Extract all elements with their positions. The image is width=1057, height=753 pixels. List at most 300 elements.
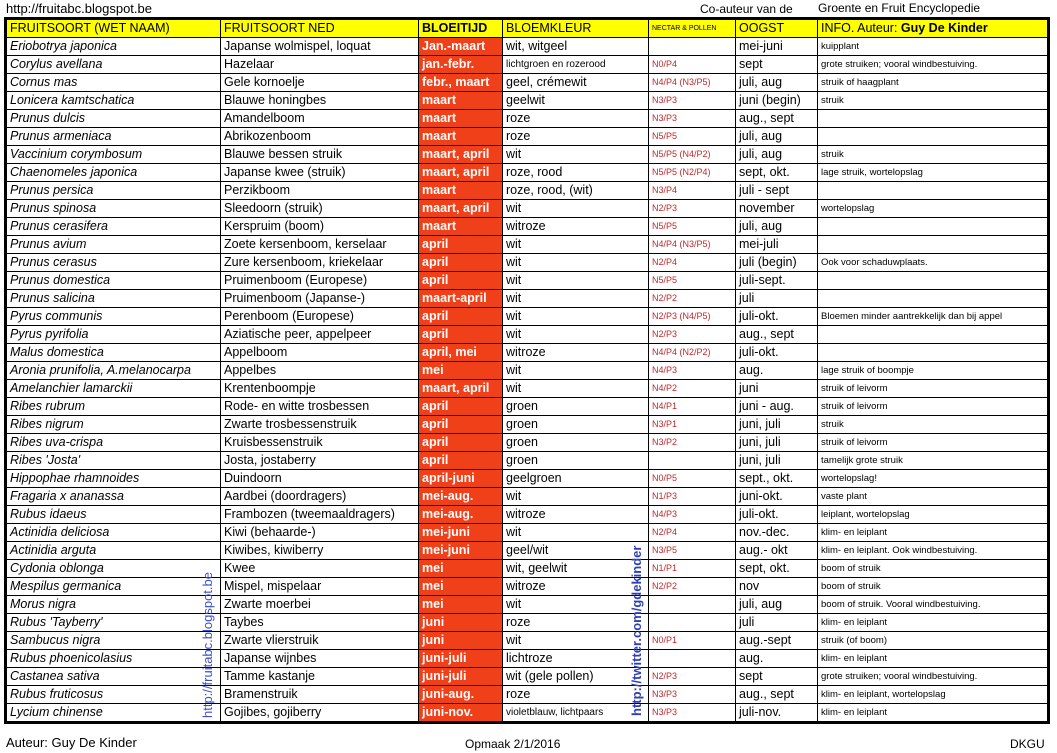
table-row (6, 632, 1049, 650)
col-header-bloeitijd: BLOEITIJD (419, 19, 503, 38)
cell-ned-naam: Aardbei (doordragers) (221, 488, 419, 506)
cell-bloemkleur: witroze (503, 344, 649, 362)
cell-bloeitijd: mei (419, 362, 503, 380)
cell-nectar-pollen: N3/P3 (649, 92, 736, 110)
cell-bloemkleur: wit (503, 200, 649, 218)
cell-ned-naam: Blauwe honingbes (221, 92, 419, 110)
cell-oogst: aug., sept (736, 326, 818, 344)
cell-bloemkleur: wit (503, 236, 649, 254)
cell-oogst: juli (736, 290, 818, 308)
cell-bloemkleur: geelgroen (503, 470, 649, 488)
encyclopedia-title: Groente en Fruit Encyclopedie (818, 1, 981, 15)
table-row (6, 290, 1049, 308)
cell-bloemkleur: wit, geelwit (503, 560, 649, 578)
cell-bloeitijd: maart (419, 218, 503, 236)
cell-nectar-pollen: N3/P2 (649, 434, 736, 452)
cell-oogst: juli (736, 614, 818, 632)
cell-ned-naam: Appelboom (221, 344, 419, 362)
table-row (6, 452, 1049, 470)
col-header-wet-naam: FRUITSOORT (WET NAAM) (6, 19, 221, 38)
cell-nectar-pollen (649, 614, 736, 632)
cell-info: klim- en leiplant (818, 524, 1049, 542)
cell-bloemkleur: geel/wit (503, 542, 649, 560)
cell-info: struik of leivorm (818, 398, 1049, 416)
cell-wet-naam: Prunus cerasus (6, 254, 221, 272)
table-row (6, 182, 1049, 200)
cell-ned-naam: Gojibes, gojiberry (221, 704, 419, 723)
cell-nectar-pollen: N0/P5 (649, 470, 736, 488)
cell-wet-naam: Prunus domestica (6, 272, 221, 290)
cell-nectar-pollen: N2/P4 (649, 524, 736, 542)
cell-ned-naam: Perzikboom (221, 182, 419, 200)
cell-ned-naam: Zwarte vlierstruik (221, 632, 419, 650)
cell-nectar-pollen: N3/P3 (649, 686, 736, 704)
cell-ned-naam: Amandelboom (221, 110, 419, 128)
table-row (6, 164, 1049, 182)
cell-bloemkleur: geel, crémewit (503, 74, 649, 92)
cell-bloeitijd: april (419, 308, 503, 326)
cell-bloeitijd: mei-juni (419, 524, 503, 542)
cell-bloeitijd: maart (419, 92, 503, 110)
cell-bloeitijd: april (419, 398, 503, 416)
cell-oogst: juni-okt. (736, 488, 818, 506)
table-row (6, 362, 1049, 380)
cell-wet-naam: Prunus spinosa (6, 200, 221, 218)
table-row (6, 524, 1049, 542)
cell-bloeitijd: febr., maart (419, 74, 503, 92)
table-row (6, 344, 1049, 362)
cell-oogst: aug.-sept (736, 632, 818, 650)
cell-info: kuipplant (818, 38, 1049, 56)
table-row (6, 38, 1049, 56)
cell-ned-naam: Japanse wolmispel, loquat (221, 38, 419, 56)
cell-wet-naam: Prunus armeniaca (6, 128, 221, 146)
cell-bloeitijd: maart (419, 182, 503, 200)
table-body (6, 38, 1049, 723)
cell-bloemkleur: groen (503, 434, 649, 452)
cell-wet-naam: Amelanchier lamarckii (6, 380, 221, 398)
cell-bloemkleur: wit (503, 488, 649, 506)
cell-info: boom of struik (818, 578, 1049, 596)
table-row (6, 434, 1049, 452)
cell-ned-naam: Duindoorn (221, 470, 419, 488)
cell-bloeitijd: april (419, 326, 503, 344)
cell-info (818, 326, 1049, 344)
cell-bloeitijd: mei-aug. (419, 488, 503, 506)
cell-oogst: sept (736, 56, 818, 74)
cell-ned-naam: Kruisbessenstruik (221, 434, 419, 452)
cell-oogst: aug., sept (736, 110, 818, 128)
cell-bloeitijd: april (419, 254, 503, 272)
cell-bloeitijd: Jan.-maart (419, 38, 503, 56)
cell-info (818, 128, 1049, 146)
cell-oogst: juli - sept (736, 182, 818, 200)
cell-wet-naam: Lonicera kamtschatica (6, 92, 221, 110)
cell-bloemkleur: wit (503, 290, 649, 308)
cell-info: klim- en leiplant. Ook windbestuiving. (818, 542, 1049, 560)
table-row (6, 308, 1049, 326)
table-row (6, 326, 1049, 344)
cell-wet-naam: Mespilus germanica (6, 578, 221, 596)
cell-oogst: mei-juli (736, 236, 818, 254)
cell-info: struik (818, 416, 1049, 434)
table-row (6, 560, 1049, 578)
cell-oogst: nov.-dec. (736, 524, 818, 542)
cell-nectar-pollen: N1/P3 (649, 488, 736, 506)
cell-info: struik (818, 92, 1049, 110)
cell-bloemkleur: roze (503, 614, 649, 632)
header-row (6, 19, 1049, 38)
info-label: INFO. Auteur: (821, 21, 901, 35)
cell-nectar-pollen: N5/P5 (649, 272, 736, 290)
cell-bloemkleur: wit (503, 146, 649, 164)
table-row (6, 614, 1049, 632)
cell-nectar-pollen: N2/P4 (649, 254, 736, 272)
cell-bloeitijd: juni-juli (419, 650, 503, 668)
cell-nectar-pollen: N2/P3 (649, 668, 736, 686)
cell-bloeitijd: jan.-febr. (419, 56, 503, 74)
table-row (6, 398, 1049, 416)
cell-info (818, 218, 1049, 236)
cell-wet-naam: Aronia prunifolia, A.melanocarpa (6, 362, 221, 380)
cell-oogst: juli-okt. (736, 344, 818, 362)
cell-oogst: sept (736, 668, 818, 686)
table-row (6, 542, 1049, 560)
cell-nectar-pollen: N4/P2 (649, 380, 736, 398)
cell-wet-naam: Rubus idaeus (6, 506, 221, 524)
cell-ned-naam: Josta, jostaberry (221, 452, 419, 470)
cell-oogst: juni, juli (736, 434, 818, 452)
table-row (6, 254, 1049, 272)
cell-info: struik (818, 146, 1049, 164)
cell-oogst: juli-okt. (736, 308, 818, 326)
cell-wet-naam: Ribes uva-crispa (6, 434, 221, 452)
cell-bloeitijd: juni-juli (419, 668, 503, 686)
cell-wet-naam: Actinidia deliciosa (6, 524, 221, 542)
cell-bloemkleur: witroze (503, 218, 649, 236)
cell-bloemkleur: wit (503, 596, 649, 614)
cell-bloemkleur: wit (503, 254, 649, 272)
cell-ned-naam: Kwee (221, 560, 419, 578)
cell-oogst: aug. (736, 362, 818, 380)
cell-info: grote struiken; vooral windbestuiving. (818, 668, 1049, 686)
cell-bloemkleur: groen (503, 416, 649, 434)
cell-info (818, 272, 1049, 290)
cell-bloeitijd: april (419, 416, 503, 434)
table-row (6, 56, 1049, 74)
cell-wet-naam: Fragaria x ananassa (6, 488, 221, 506)
cell-bloemkleur: roze (503, 128, 649, 146)
cell-oogst: juli, aug (736, 74, 818, 92)
cell-bloemkleur: roze, rood (503, 164, 649, 182)
cell-ned-naam: Bramenstruik (221, 686, 419, 704)
cell-bloemkleur: wit (gele pollen) (503, 668, 649, 686)
table-row (6, 146, 1049, 164)
cell-bloeitijd: maart, april (419, 164, 503, 182)
table-row (6, 686, 1049, 704)
cell-wet-naam: Actinidia arguta (6, 542, 221, 560)
table-row (6, 668, 1049, 686)
cell-bloeitijd: april (419, 452, 503, 470)
cell-nectar-pollen (649, 452, 736, 470)
cell-bloeitijd: maart, april (419, 146, 503, 164)
cell-bloeitijd: april-juni (419, 470, 503, 488)
cell-wet-naam: Ribes 'Josta' (6, 452, 221, 470)
table-row (6, 236, 1049, 254)
cell-info (818, 236, 1049, 254)
cell-bloemkleur: lichtroze (503, 650, 649, 668)
cell-wet-naam: Cydonia oblonga (6, 560, 221, 578)
cell-ned-naam: Aziatische peer, appelpeer (221, 326, 419, 344)
cell-wet-naam: Prunus persica (6, 182, 221, 200)
table-row (6, 218, 1049, 236)
footer-code: DKGU (1010, 737, 1045, 751)
col-header-bloemkleur: BLOEMKLEUR (503, 19, 649, 38)
cell-ned-naam: Mispel, mispelaar (221, 578, 419, 596)
cell-bloemkleur: wit (503, 524, 649, 542)
cell-wet-naam: Eriobotrya japonica (6, 38, 221, 56)
cell-oogst: juli, aug (736, 218, 818, 236)
cell-info (818, 344, 1049, 362)
cell-oogst: aug. (736, 650, 818, 668)
info-author: Guy De Kinder (900, 21, 988, 35)
cell-nectar-pollen (649, 38, 736, 56)
cell-wet-naam: Corylus avellana (6, 56, 221, 74)
cell-wet-naam: Chaenomeles japonica (6, 164, 221, 182)
blog-watermark: http://fruitabc.blogspot.be (200, 572, 215, 718)
cell-info: struik of leivorm (818, 380, 1049, 398)
cell-bloeitijd: juni-nov. (419, 704, 503, 723)
cell-ned-naam: Zoete kersenboom, kerselaar (221, 236, 419, 254)
cell-ned-naam: Blauwe bessen struik (221, 146, 419, 164)
table-row (6, 650, 1049, 668)
cell-bloeitijd: mei (419, 596, 503, 614)
cell-wet-naam: Rubus phoenicolasius (6, 650, 221, 668)
cell-info (818, 182, 1049, 200)
cell-nectar-pollen: N2/P3 (649, 200, 736, 218)
cell-info: wortelopslag! (818, 470, 1049, 488)
cell-bloeitijd: maart, april (419, 380, 503, 398)
table-row (6, 470, 1049, 488)
cell-wet-naam: Malus domestica (6, 344, 221, 362)
cell-bloeitijd: mei (419, 578, 503, 596)
cell-bloemkleur: wit (503, 362, 649, 380)
cell-oogst: juli, aug (736, 128, 818, 146)
cell-ned-naam: Pruimenboom (Japanse-) (221, 290, 419, 308)
table-row (6, 596, 1049, 614)
cell-bloemkleur: wit (503, 326, 649, 344)
cell-info: Ook voor schaduwplaats. (818, 254, 1049, 272)
cell-nectar-pollen: N2/P3 (N4/P5) (649, 308, 736, 326)
cell-info: lage struik, wortelopslag (818, 164, 1049, 182)
cell-nectar-pollen: N4/P4 (N3/P5) (649, 74, 736, 92)
cell-bloeitijd: mei (419, 560, 503, 578)
cell-nectar-pollen: N4/P1 (649, 398, 736, 416)
cell-info: grote struiken; vooral windbestuiving. (818, 56, 1049, 74)
cell-ned-naam: Japanse wijnbes (221, 650, 419, 668)
cell-wet-naam: Prunus cerasifera (6, 218, 221, 236)
cell-wet-naam: Pyrus communis (6, 308, 221, 326)
cell-nectar-pollen: N4/P3 (649, 362, 736, 380)
col-header-oogst: OOGST (736, 19, 818, 38)
site-url: http://fruitabc.blogspot.be (6, 1, 152, 16)
cell-bloeitijd: april (419, 272, 503, 290)
footer-author: Auteur: Guy De Kinder (6, 735, 137, 750)
cell-info: tamelijk grote struik (818, 452, 1049, 470)
cell-bloeitijd: juni (419, 632, 503, 650)
cell-nectar-pollen: N2/P2 (649, 578, 736, 596)
cell-ned-naam: Kerspruim (boom) (221, 218, 419, 236)
cell-info: boom of struik (818, 560, 1049, 578)
cell-oogst: sept., okt. (736, 470, 818, 488)
cell-bloemkleur: wit (503, 272, 649, 290)
cell-bloeitijd: mei-aug. (419, 506, 503, 524)
cell-oogst: juli-nov. (736, 704, 818, 723)
cell-bloeitijd: maart-april (419, 290, 503, 308)
cell-oogst: november (736, 200, 818, 218)
cell-wet-naam: Rubus 'Tayberry' (6, 614, 221, 632)
cell-oogst: juli, aug (736, 596, 818, 614)
cell-wet-naam: Vaccinium corymbosum (6, 146, 221, 164)
cell-info: leiplant, wortelopslag (818, 506, 1049, 524)
cell-bloemkleur: witroze (503, 578, 649, 596)
cell-oogst: aug., sept (736, 686, 818, 704)
cell-wet-naam: Castanea sativa (6, 668, 221, 686)
cell-ned-naam: Abrikozenboom (221, 128, 419, 146)
cell-bloeitijd: maart (419, 110, 503, 128)
table-row (6, 506, 1049, 524)
cell-nectar-pollen: N4/P4 (N2/P2) (649, 344, 736, 362)
cell-ned-naam: Japanse kwee (struik) (221, 164, 419, 182)
cell-bloemkleur: lichtgroen en rozerood (503, 56, 649, 74)
cell-wet-naam: Hippophae rhamnoides (6, 470, 221, 488)
cell-ned-naam: Pruimenboom (Europese) (221, 272, 419, 290)
cell-nectar-pollen: N3/P3 (649, 704, 736, 723)
cell-info: lage struik of boompje (818, 362, 1049, 380)
cell-oogst: juni (736, 380, 818, 398)
cell-bloeitijd: april, mei (419, 344, 503, 362)
cell-wet-naam: Prunus dulcis (6, 110, 221, 128)
cell-oogst: aug.- okt (736, 542, 818, 560)
table-row (6, 380, 1049, 398)
cell-info: struik of haagplant (818, 74, 1049, 92)
cell-ned-naam: Gele kornoelje (221, 74, 419, 92)
cell-ned-naam: Tamme kastanje (221, 668, 419, 686)
cell-wet-naam: Prunus salicina (6, 290, 221, 308)
cell-info: klim- en leiplant (818, 704, 1049, 723)
cell-oogst: sept, okt. (736, 164, 818, 182)
table-row (6, 128, 1049, 146)
cell-ned-naam: Appelbes (221, 362, 419, 380)
col-header-nectar-pollen: NECTAR & POLLEN (649, 19, 736, 38)
cell-wet-naam: Sambucus nigra (6, 632, 221, 650)
cell-wet-naam: Morus nigra (6, 596, 221, 614)
cell-nectar-pollen (649, 650, 736, 668)
cell-oogst: sept, okt. (736, 560, 818, 578)
cell-info: klim- en leiplant (818, 650, 1049, 668)
cell-bloeitijd: juni (419, 614, 503, 632)
cell-nectar-pollen: N5/P5 (649, 218, 736, 236)
cell-bloeitijd: april (419, 236, 503, 254)
cell-ned-naam: Hazelaar (221, 56, 419, 74)
cell-nectar-pollen (649, 596, 736, 614)
footer-layout-date: Opmaak 2/1/2016 (465, 737, 561, 751)
table-row (6, 200, 1049, 218)
cell-nectar-pollen: N3/P1 (649, 416, 736, 434)
cell-nectar-pollen: N5/P5 (N4/P2) (649, 146, 736, 164)
cell-oogst: mei-juni (736, 38, 818, 56)
cell-nectar-pollen: N2/P3 (649, 326, 736, 344)
cell-bloemkleur: roze (503, 686, 649, 704)
cell-wet-naam: Rubus fruticosus (6, 686, 221, 704)
cell-info: vaste plant (818, 488, 1049, 506)
cell-ned-naam: Perenboom (Europese) (221, 308, 419, 326)
cell-oogst: nov (736, 578, 818, 596)
cell-nectar-pollen: N5/P5 (649, 128, 736, 146)
cell-info: wortelopslag (818, 200, 1049, 218)
cell-nectar-pollen: N4/P3 (649, 506, 736, 524)
cell-oogst: juni (begin) (736, 92, 818, 110)
cell-nectar-pollen: N0/P1 (649, 632, 736, 650)
cell-bloeitijd: maart (419, 128, 503, 146)
table-row (6, 416, 1049, 434)
cell-info (818, 110, 1049, 128)
cell-bloemkleur: wit, witgeel (503, 38, 649, 56)
cell-ned-naam: Zure kersenboom, kriekelaar (221, 254, 419, 272)
cell-info (818, 290, 1049, 308)
cell-bloemkleur: roze, rood, (wit) (503, 182, 649, 200)
cell-bloemkleur: roze (503, 110, 649, 128)
cell-wet-naam: Prunus avium (6, 236, 221, 254)
table-row (6, 74, 1049, 92)
cell-nectar-pollen: N0/P4 (649, 56, 736, 74)
cell-wet-naam: Lycium chinense (6, 704, 221, 723)
cell-bloemkleur: groen (503, 452, 649, 470)
cell-ned-naam: Kiwi (behaarde-) (221, 524, 419, 542)
cell-bloemkleur: wit (503, 632, 649, 650)
table-row (6, 704, 1049, 723)
cell-ned-naam: Krentenboompje (221, 380, 419, 398)
cell-ned-naam: Taybes (221, 614, 419, 632)
cell-nectar-pollen: N5/P5 (N2/P4) (649, 164, 736, 182)
cell-bloemkleur: geelwit (503, 92, 649, 110)
cell-nectar-pollen: N3/P3 (649, 110, 736, 128)
cell-wet-naam: Ribes rubrum (6, 398, 221, 416)
col-header-ned: FRUITSOORT NED (221, 19, 419, 38)
cell-bloeitijd: april (419, 434, 503, 452)
cell-info: struik (of boom) (818, 632, 1049, 650)
cell-info: klim- en leiplant (818, 614, 1049, 632)
cell-bloemkleur: wit (503, 380, 649, 398)
cell-nectar-pollen: N3/P4 (649, 182, 736, 200)
cell-bloemkleur: witroze (503, 506, 649, 524)
cell-nectar-pollen: N4/P4 (N3/P5) (649, 236, 736, 254)
cell-nectar-pollen: N2/P2 (649, 290, 736, 308)
cell-nectar-pollen: N1/P1 (649, 560, 736, 578)
cell-bloemkleur: wit (503, 308, 649, 326)
cell-wet-naam: Cornus mas (6, 74, 221, 92)
cell-info: Bloemen minder aantrekkelijk dan bij appel (818, 308, 1049, 326)
cell-oogst: juli (begin) (736, 254, 818, 272)
cell-oogst: juli, aug (736, 146, 818, 164)
table-row (6, 488, 1049, 506)
coauthor-label: Co-auteur van de (700, 2, 793, 16)
fruit-table (4, 17, 1050, 724)
cell-oogst: juni, juli (736, 452, 818, 470)
cell-bloeitijd: mei-juni (419, 542, 503, 560)
cell-ned-naam: Sleedoorn (struik) (221, 200, 419, 218)
cell-oogst: juni - aug. (736, 398, 818, 416)
